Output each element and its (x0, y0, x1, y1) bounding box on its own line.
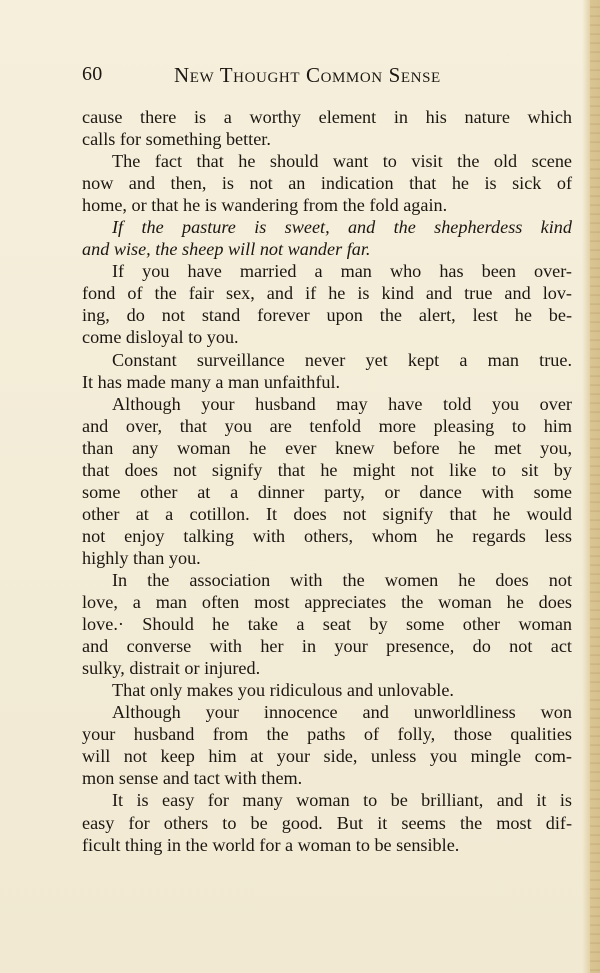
text-line: It is easy for many woman to be brilliant, and it is (112, 790, 572, 811)
text-line: and wise, the sheep will not wander far. (82, 239, 371, 260)
running-title: New Thought Common Sense (174, 63, 441, 87)
text-line: your husband from the paths of folly, those qualities (82, 724, 572, 745)
paragraph (82, 701, 572, 789)
text-line: easy for others to be good. But it seems the most dif- (82, 812, 572, 833)
paragraph (82, 349, 572, 393)
paragraph (82, 393, 572, 569)
text-line: love.· Should he take a seat by some other woman (82, 614, 572, 635)
text-line: If you have married a man who has been over- (112, 261, 572, 282)
text-line: sulky, distrait or injured. (82, 658, 261, 679)
text-line: highly than you. (82, 547, 201, 568)
text-line: Although your innocence and unworldliness won (112, 702, 572, 723)
text-line: than any woman he ever knew before he met you, (82, 437, 572, 458)
paragraph (82, 150, 572, 216)
text-line: Although your husband may have told you over (112, 393, 572, 414)
paragraph (82, 106, 572, 150)
text-line: fond of the fair sex, and if he is kind and true and lov- (82, 283, 572, 304)
paragraph (82, 569, 572, 679)
text-line: cause there is a worthy element in his nature which (82, 107, 572, 127)
text-line: ing, do not stand forever upon the alert, lest he be- (82, 305, 572, 326)
page-header (82, 63, 572, 93)
text-line: and over, that you are tenfold more pleasing to him (82, 415, 572, 436)
body-text (82, 106, 572, 856)
text-line: Constant surveillance never yet kept a man true. (112, 349, 572, 370)
text-line: It has made many a man unfaithful. (82, 371, 341, 392)
text-line: In the association with the women he does not (112, 569, 572, 590)
text-line: and converse with her in your presence, do not act (82, 636, 572, 657)
text-line: that does not signify that he might not like to sit by (82, 459, 572, 480)
text-line: mon sense and tact with them. (82, 768, 303, 789)
paragraph (82, 260, 572, 348)
text-line: love, a man often most appreciates the woman he does (82, 592, 572, 613)
text-line: other at a cotillon. It does not signify that he would (82, 503, 572, 524)
text-line: will not keep him at your side, unless you mingle com- (82, 746, 572, 767)
text-line: now and then, is not an indication that he is sick of (82, 173, 572, 194)
text-line: The fact that he should want to visit the old scene (112, 151, 572, 172)
paragraph (82, 216, 572, 260)
text-line: come disloyal to you. (82, 327, 239, 348)
page-number: 60 (82, 63, 103, 85)
text-line: That only makes you ridiculous and unlovable. (112, 680, 454, 701)
text-line: If the pasture is sweet, and the shepherdess kind (112, 217, 572, 238)
paragraph (82, 679, 572, 701)
paragraph (82, 789, 572, 855)
text-line: calls for something better. (82, 129, 271, 150)
page-edge (590, 0, 600, 973)
text-line: ficult thing in the world for a woman to be sensible. (82, 834, 460, 855)
text-line: not enjoy talking with others, whom he regards less (82, 525, 572, 546)
text-line: some other at a dinner party, or dance with some (82, 481, 572, 502)
text-line: home, or that he is wandering from the fold again. (82, 195, 448, 216)
